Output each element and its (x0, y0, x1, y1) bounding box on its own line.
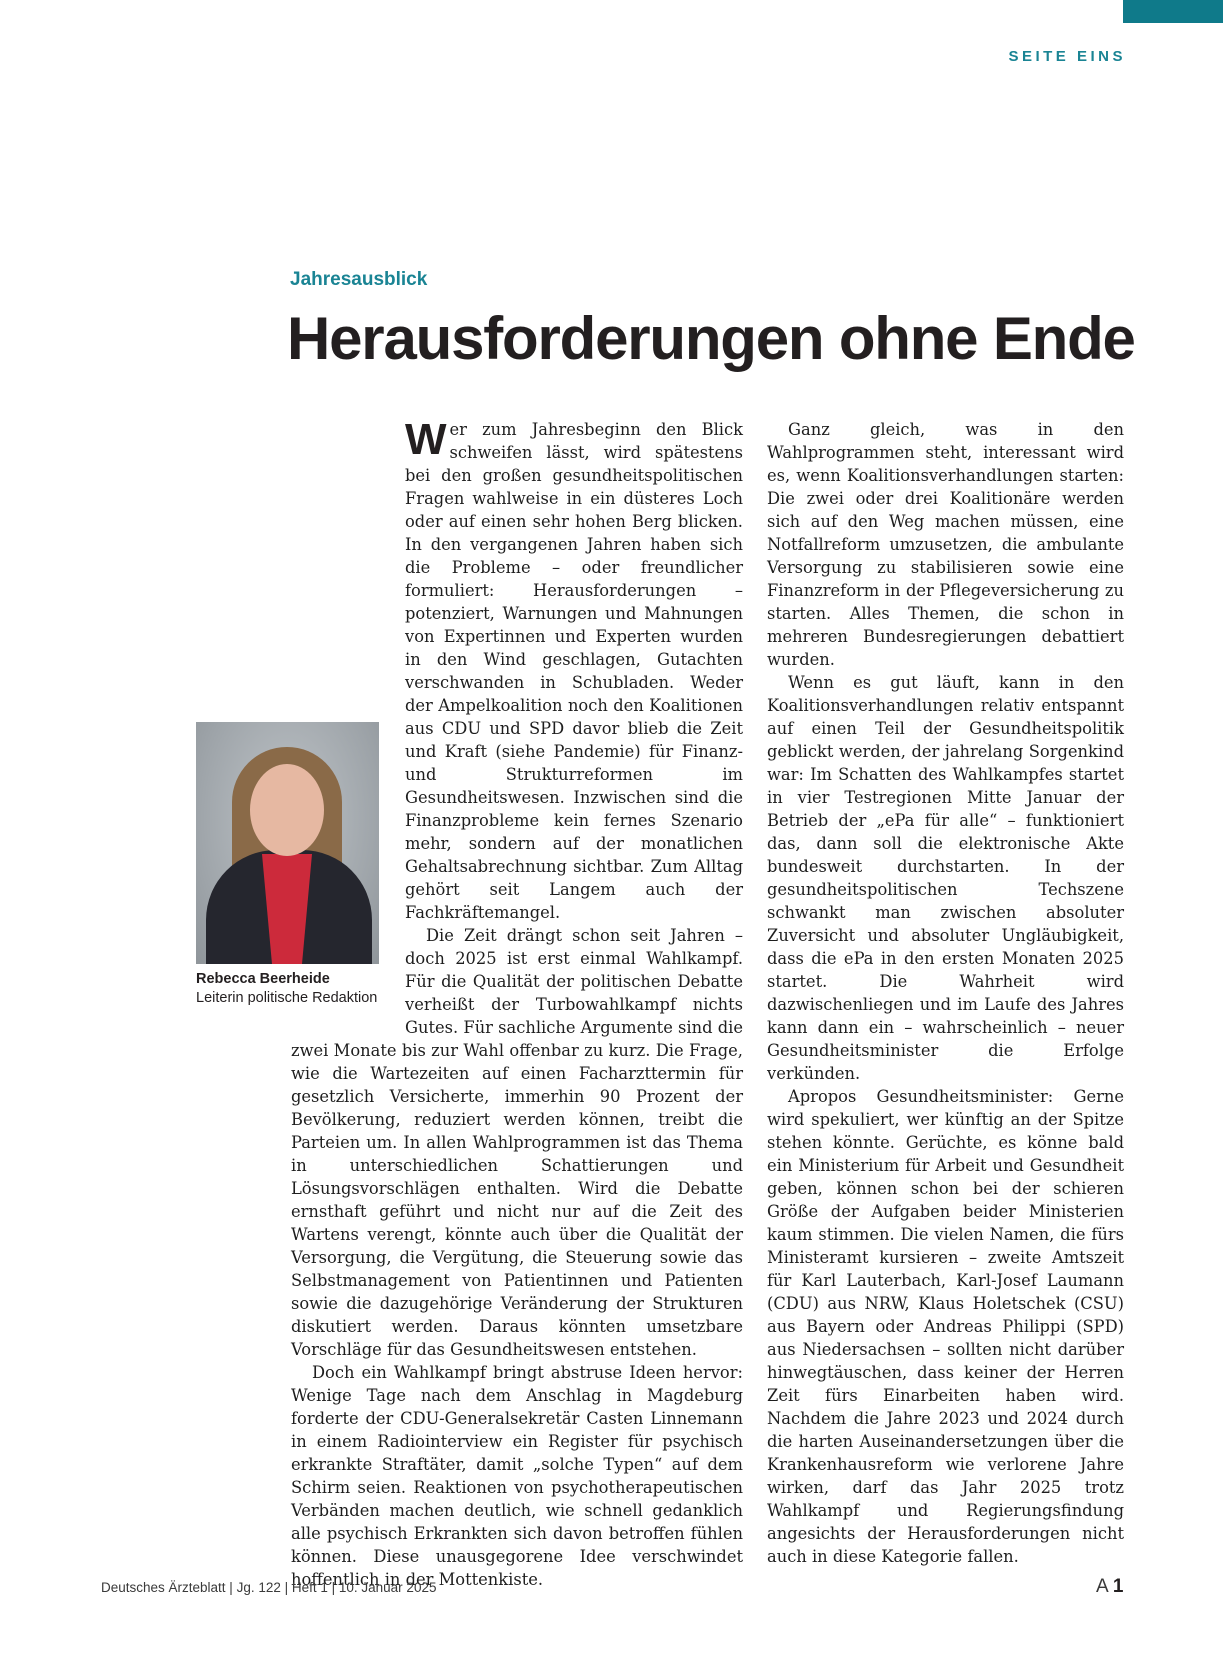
paragraph-4: Ganz gleich, was in den Wahlprogrammen steht, interessant wird es, wenn Koalitionsverhandlungen starten: Die zwei oder drei Koalitionäre werden sich auf den Weg machen müssen, eine Notfallreform umzusetzen, die ambulante Versorgung zu stabilisieren sowie eine Finanzreform in der Pflegeversicherung zu starten. Alles Themen, die schon in mehreren Bundesregierungen debattiert wurden. (767, 420, 1124, 669)
page-number (1096, 1576, 1123, 1598)
page-number-value: 1 (1112, 1576, 1124, 1597)
article-column-right (767, 418, 1124, 1568)
article-headline: Herausforderungen ohne Ende (287, 305, 1135, 372)
corner-accent-bar (1123, 0, 1223, 23)
page-prefix: A (1096, 1576, 1108, 1597)
article-kicker: Jahresausblick (290, 269, 428, 290)
paragraph-5: Wenn es gut läuft, kann in den Koalitionsverhandlungen relativ entspannt auf einen Teil der Gesundheitspolitik geblickt werden, der jahrelang Sorgenkind war: Im Schatten des Wahlkampfes startet in vier Testregionen Mitte Januar der Betrieb der „ePa für alle“ – funktioniert das, dann soll die elektronische Akte bundesweit durchstarten. In der gesundheitspolitischen Techszene schwankt man zwischen absoluter Zuversicht und absoluter Ungläubigkeit, dass die ePa in den ersten Monaten 2025 startet. Die Wahrheit wird dazwischenliegen und im Laufe des Jahres kann dann ein – wahrscheinlich – neuer Gesundheitsminister die Erfolge verkünden. (767, 673, 1124, 1083)
publication-info: Deutsches Ärzteblatt | Jg. 122 | Heft 1 | 10. Januar 2025 (101, 1580, 437, 1595)
portrait-face (250, 764, 324, 856)
paragraph-6: Apropos Gesundheitsminister: Gerne wird spekuliert, wer künftig an der Spitze stehen könnte. Gerüchte, es könne bald ein Ministerium für Arbeit und Gesundheit geben, können schon bei der schieren Größe der Aufgaben beider Ministerien kaum stimmen. Die vielen Namen, die fürs Ministeramt kursieren – zweite Amtszeit für Karl Lauterbach, Karl-Josef Laumann (CDU) aus NRW, Klaus Holetschek (CSU) aus Bayern oder Andreas Philippi (SPD) aus Niedersachsen – sollten nicht darüber hinwegtäuschen, dass keiner der Herren Zeit fürs Einarbeiten haben wird. Nachdem die Jahre 2023 und 2024 durch die harten Auseinandersetzungen über die Krankenhausreform wie verlorene Jahre wirken, darf das Jahr 2025 trotz Wahlkampf und Regierungsfindung angesichts der Herausforderungen nicht auch in diese Kategorie fallen. (767, 1087, 1124, 1566)
paragraph-3: Doch ein Wahlkampf bringt abstruse Ideen hervor: Wenige Tage nach dem Anschlag in Magdeburg forderte der CDU-Generalsekretär Casten Linnemann in einem Radiointerview ein Register für psychisch erkrankte Straftäter, damit „solche Typen“ auf dem Schirm seien. Reaktionen von psychotherapeutischen Verbänden machen deutlich, wie schnell gedanklich alle psychisch Erkrankten sich davon betroffen fühlen können. Diese unausgegorene Idee verschwindet hoffentlich in der Mottenkiste. (291, 1363, 743, 1589)
author-name: Rebecca Beerheide (196, 971, 330, 987)
paragraph-2: Die Zeit drängt schon seit Jahren – doch 2025 ist erst einmal Wahlkampf. Für die Qualität der politischen Debatte verheißt der Turbowahlkampf nichts Gutes. Für sachliche Argumente sind die zwei Monate bis zur Wahl offenbar zu kurz. Die Frage, wie die Wartezeiten auf einen Facharzttermin für gesetzlich Versicherte, immerhin 90 Prozent der Bevölkerung, reduziert werden können, treibt die Parteien um. In allen Wahlprogrammen ist das Thema in unterschiedlichen Schattierungen und Lösungsvorschlägen enthalten. Wird die Debatte ernsthaft geführt und nicht nur auf die Zeit des Wartens verengt, könnte auch über die Qualität der Versorgung, die Vergütung, die Steuerung sowie das Selbstmanagement von Patientinnen und Patienten sowie die dazugehörige Veränderung der Strukturen diskutiert werden. Daraus könnten umsetzbare Vorschläge für das Gesundheitswesen entstehen. (291, 926, 743, 1359)
author-portrait (196, 722, 379, 964)
section-label: SEITE EINS (1008, 48, 1126, 65)
drop-cap: W (405, 415, 447, 464)
paragraph-1-text: er zum Jahresbeginn den Blick schweifen lässt, wird spätestens bei den großen gesundheitspolitischen Fragen wahlweise in ein düsteres Loch oder auf einen sehr hohen Berg blicken. In den vergangenen Jahren haben sich die Probleme – oder freundlicher formuliert: Herausforderungen – potenziert, Warnungen und Mahnungen von Expertinnen und Experten wurden in den Wind geschlagen, Gutachten verschwanden in Schubladen. Weder der Ampelkoalition noch den Koalitionen aus CDU und SPD davor blieb die Zeit und Kraft (siehe Pandemie) für Finanz- und Strukturreformen im Gesundheitswesen. Inzwischen sind die Finanzprobleme kein fernes Szenario mehr, sondern auf der monatlichen Gehaltsabrechnung sichtbar. Zum Alltag gehört seit Langem auch der Fachkräftemangel. (405, 420, 743, 922)
author-role: Leiterin politische Redaktion (196, 990, 378, 1006)
